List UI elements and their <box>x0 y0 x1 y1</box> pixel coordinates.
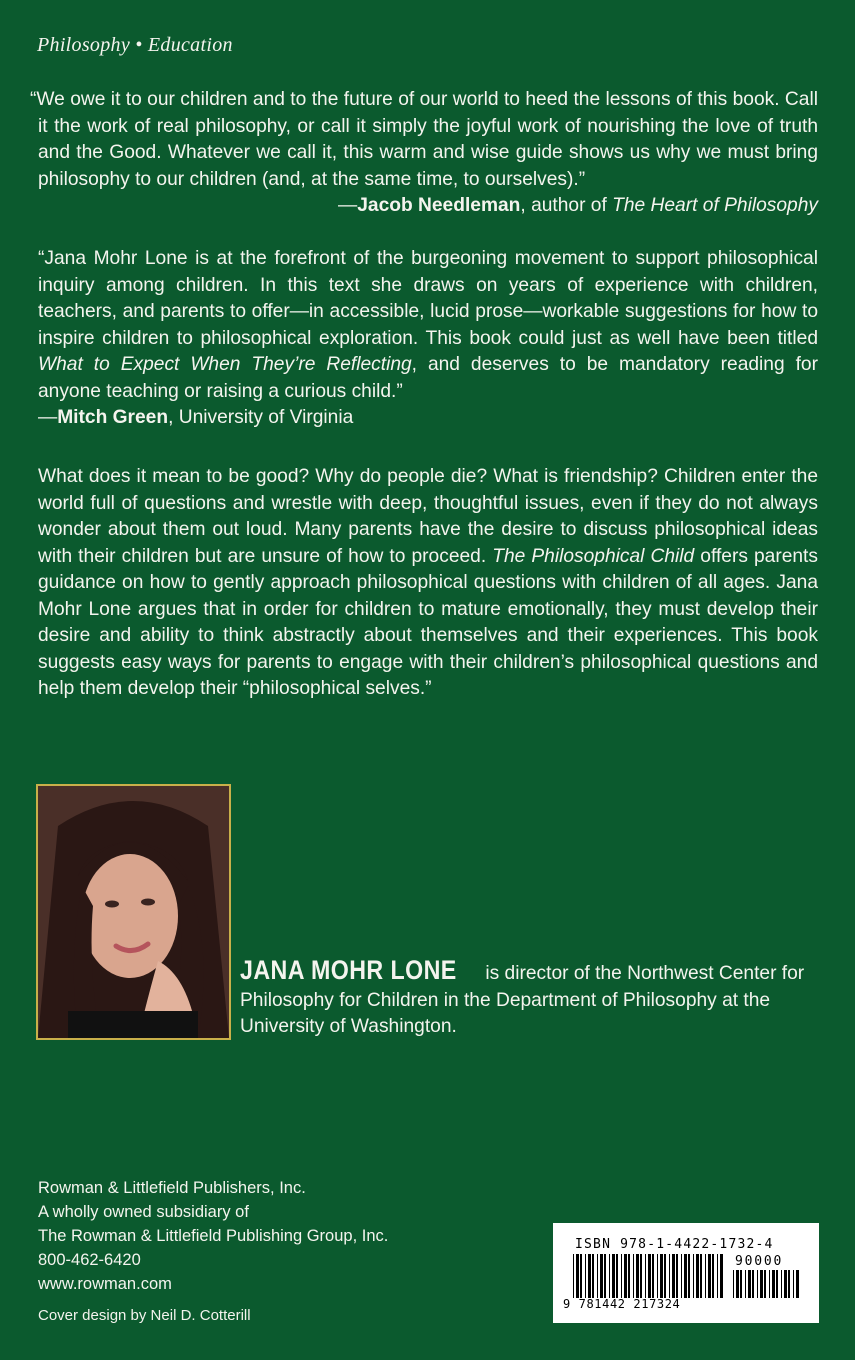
publisher-website: www.rowman.com <box>38 1275 172 1293</box>
publisher-subsidiary: A wholly owned subsidiary of <box>38 1203 249 1221</box>
book-description: What does it mean to be good? Why do people die? What is friendship? Children enter the world full of questions and wrestle with deep, thoughtful issues, even if they do not always wonder about them out loud. Many parents have the desire to discuss philosophical ideas with their children but are unsure of how to proceed. The Philosophical Child offers parents guidance on how to gently approach philosophical questions with children of all ages. Jana Mohr Lone argues that in order for children to mature emotionally, they must develop their desire and ability to think abstractly about themselves and their experiences. This book suggests easy ways for parents to engage with their children’s philosophical questions and help them develop their “philosophical selves.” <box>38 466 818 699</box>
ean-number: 9 781442 217324 <box>563 1297 681 1311</box>
quote-text-end: , and deserves to be mandatory reading for anyone teaching or raising a curious child.” <box>38 354 818 402</box>
attribution-title: The Heart of Philosophy <box>612 195 818 216</box>
quote-text: “Jana Mohr Lone is at the forefront of the burgeoning movement to support philosophical inquiry among children. In this text she draws on years of experience with children, teachers, and parents to offer—in accessible, lucid prose—workable suggestions for how to inspire children to philosophical exploration. This book could just as well have been titled <box>38 248 818 349</box>
publisher-group: The Rowman & Littlefield Publishing Group, Inc. <box>38 1227 389 1245</box>
addon-barcode-bars <box>733 1270 799 1298</box>
author-photo <box>36 784 231 1040</box>
endorsement-quote-needleman <box>30 87 818 220</box>
author-portrait-image <box>38 786 229 1038</box>
author-name: JANA MOHR LONE <box>240 955 457 985</box>
isbn-number: ISBN 978-1-4422-1732-4 <box>575 1237 774 1252</box>
ean-barcode-bars <box>573 1254 723 1298</box>
price-addon-number: 90000 <box>735 1254 784 1269</box>
publisher-name: Rowman & Littlefield Publishers, Inc. <box>38 1179 306 1197</box>
quote-attribution: —Mitch Green, University of Virginia <box>38 407 354 428</box>
cover-credit: Cover design by Neil D. Cotterill <box>38 1307 251 1324</box>
author-bio-text: is director of the Northwest Center for Philosophy for Children in the Department of Philosophy at the University of Washington. <box>240 963 805 1037</box>
author-bio <box>240 957 820 1041</box>
publisher-phone: 800-462-6420 <box>38 1251 141 1269</box>
quote-attribution: —Jacob Needleman, author of The Heart of Philosophy <box>338 195 818 216</box>
attribution-name: Mitch Green <box>57 407 169 428</box>
quote-text: “We owe it to our children and to the future of our world to heed the lessons of this book. Call it the work of real philosophy, or call it simply the joyful work of nourishing the love of truth and the Good. Whatever we call it, this warm and wise guide shows us why we must bring philosophy to our children (and, at the same time, to ourselves).” <box>30 89 818 190</box>
quote-italic-title: What to Expect When They’re Reflecting <box>38 354 412 375</box>
category-label: Philosophy • Education <box>37 34 233 56</box>
attribution-name: Jacob Needleman <box>357 195 521 216</box>
publisher-info <box>38 1176 388 1296</box>
endorsement-quote-green <box>38 246 818 432</box>
book-title: The Philosophical Child <box>492 545 695 567</box>
isbn-barcode <box>553 1223 819 1323</box>
